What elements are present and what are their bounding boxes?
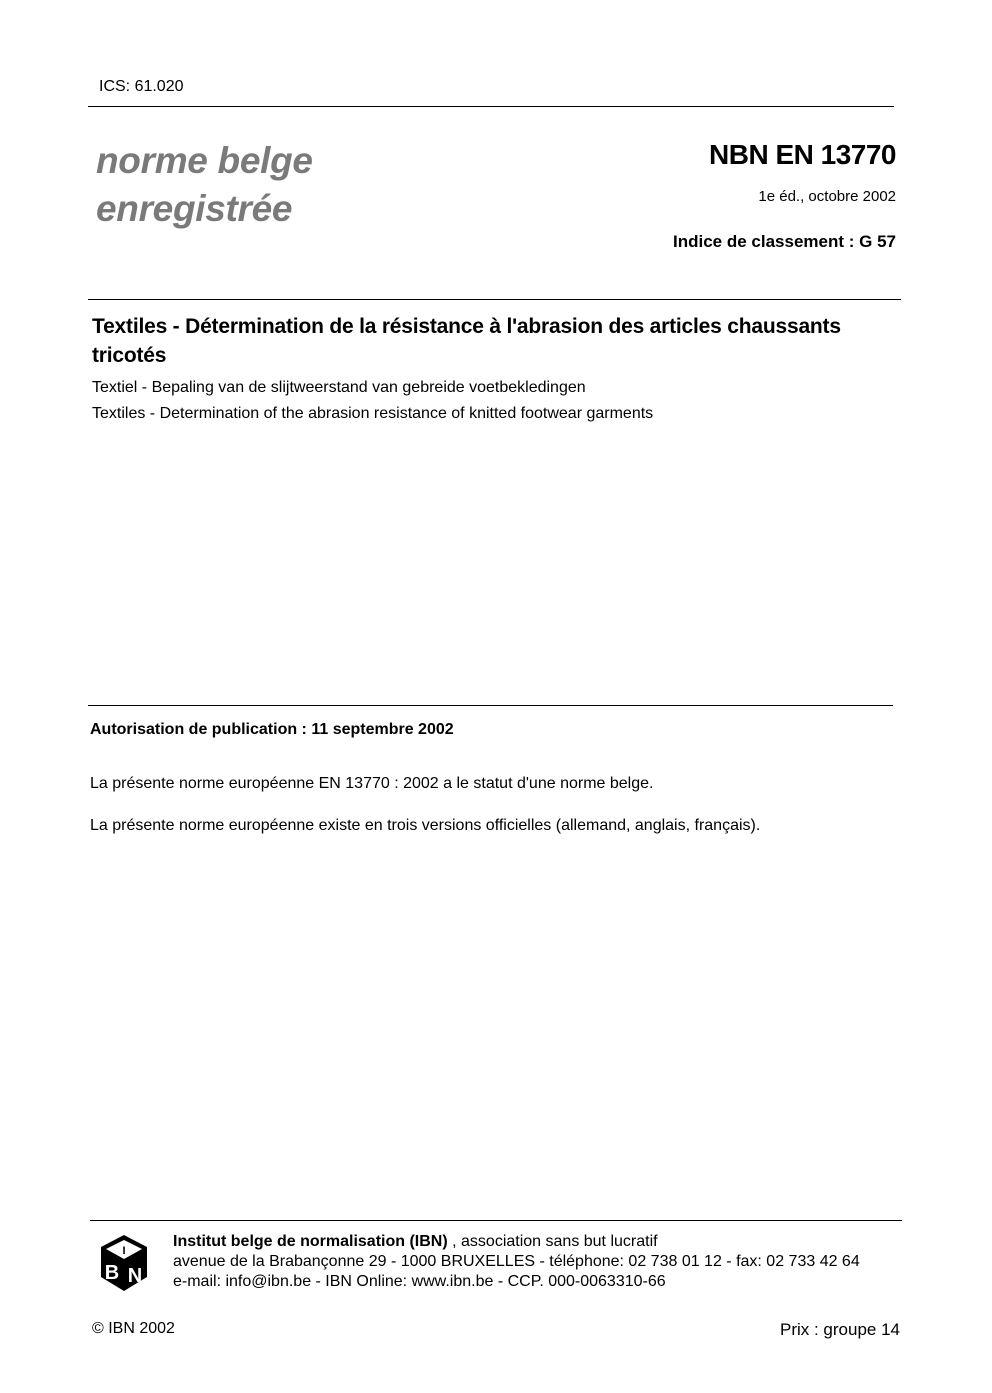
svg-text:B: B xyxy=(104,1262,120,1284)
title-french: Textiles - Détermination de la résistance à l'abrasion des articles chaussants tricotés xyxy=(92,315,841,367)
institute-name-line xyxy=(173,1232,860,1252)
body-divider xyxy=(88,705,893,706)
institute-address: avenue de la Brabançonne 29 - 1000 BRUXELLES - téléphone: 02 738 01 12 - fax: 02 733 42 64 xyxy=(173,1253,860,1270)
institute-block xyxy=(173,1232,860,1292)
svg-text:I: I xyxy=(122,1245,126,1257)
title-english: Textiles - Determination of the abrasion resistance of knitted footwear garments xyxy=(92,405,654,422)
copyright: © IBN 2002 xyxy=(92,1320,175,1337)
title-divider xyxy=(88,299,901,300)
ics-code: ICS: 61.020 xyxy=(99,78,184,95)
header-divider xyxy=(88,106,894,107)
ibn-logo-icon xyxy=(99,1233,149,1293)
edition-date: 1e éd., octobre 2002 xyxy=(758,188,896,205)
institute-contact: e-mail: info@ibn.be - IBN Online: www.ibn.be - CCP. 000-0063310-66 xyxy=(173,1273,666,1290)
classification-index: Indice de classement : G 57 xyxy=(673,232,896,251)
versions-paragraph: La présente norme européenne existe en trois versions officielles (allemand, anglais, français). xyxy=(90,817,761,834)
brand-line-2: enregistrée xyxy=(96,188,293,229)
institute-name: Institut belge de normalisation (IBN) xyxy=(173,1233,448,1250)
brand-title xyxy=(96,137,313,233)
brand-line-1: norme belge xyxy=(96,140,313,181)
price-group: Prix : groupe 14 xyxy=(779,1320,900,1339)
title-dutch: Textiel - Bepaling van de slijtweerstand van gebreide voetbekledingen xyxy=(92,379,586,396)
publication-authorization: Autorisation de publication : 11 septembre 2002 xyxy=(90,721,454,738)
standard-code: NBN EN 13770 xyxy=(709,139,896,170)
svg-text:N: N xyxy=(127,1265,143,1287)
status-paragraph: La présente norme européenne EN 13770 : 2002 a le statut d'une norme belge. xyxy=(90,775,654,792)
institute-suffix: , association sans but lucratif xyxy=(447,1233,658,1250)
footer-divider xyxy=(90,1220,902,1221)
